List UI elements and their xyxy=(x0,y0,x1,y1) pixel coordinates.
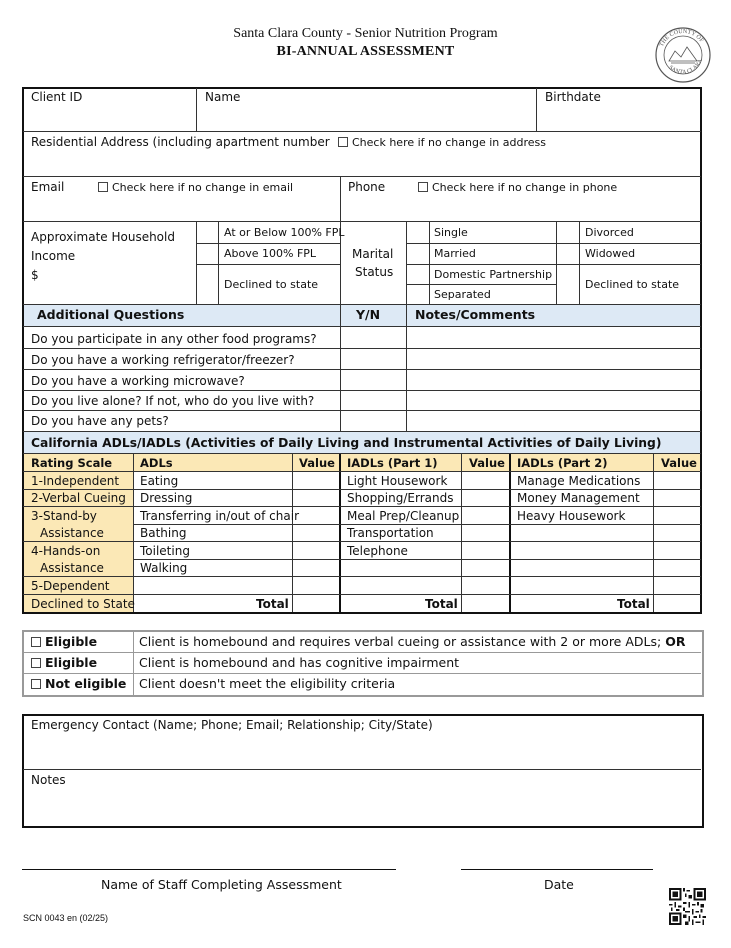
income-label-line2: Income xyxy=(31,249,76,263)
checkbox-icon[interactable] xyxy=(98,182,108,192)
svg-text:SANTA CLARA: SANTA CLARA xyxy=(667,58,705,76)
qr-code-icon xyxy=(669,888,706,925)
adl-item: Transferring in/out of chair xyxy=(140,509,299,523)
checkbox-icon[interactable] xyxy=(338,137,348,147)
phone-label: Phone xyxy=(348,180,386,194)
marital-option: Divorced xyxy=(585,226,634,239)
adl-item: Walking xyxy=(140,561,188,575)
checkbox-icon[interactable] xyxy=(31,637,41,647)
staff-name-label: Name of Staff Completing Assessment xyxy=(101,877,342,892)
checkbox-icon[interactable] xyxy=(31,679,41,689)
adl-item: Toileting xyxy=(140,544,190,558)
birthdate-label: Birthdate xyxy=(545,90,601,104)
eligibility-criteria-text: Client is homebound and requires verbal cueing or assistance with 2 or more ADLs; OR xyxy=(139,634,686,649)
marital-option: Domestic Partnership xyxy=(434,268,553,281)
income-option: At or Below 100% FPL xyxy=(224,226,345,239)
email-label: Email xyxy=(31,180,65,194)
form-title: BI-ANNUAL ASSESSMENT xyxy=(276,44,455,59)
adl-header-value: Value xyxy=(299,456,335,470)
adl-item: Eating xyxy=(140,474,179,488)
rating-scale-item: 5-Dependent xyxy=(31,579,110,593)
iadl2-item: Manage Medications xyxy=(517,474,641,488)
rating-scale-item: 2-Verbal Cueing xyxy=(31,491,126,505)
eligibility-option-checkbox[interactable]: Eligible xyxy=(31,656,97,670)
iadl2-item: Money Management xyxy=(517,491,640,505)
rating-scale-item: 3-Stand-by xyxy=(31,509,97,523)
question-item: Do you have any pets? xyxy=(31,414,169,428)
yn-header: Y/N xyxy=(356,307,381,322)
iadl1-item: Light Housework xyxy=(347,474,448,488)
emergency-contact-label: Emergency Contact (Name; Phone; Email; Relationship; City/State) xyxy=(31,718,433,732)
adl-item: Bathing xyxy=(140,526,187,540)
question-item: Do you have a working microwave? xyxy=(31,374,245,388)
program-title: Santa Clara County - Senior Nutrition Program xyxy=(233,26,498,41)
date-label: Date xyxy=(544,877,574,892)
marital-label-line1: Marital xyxy=(352,247,394,261)
iadl1-item: Meal Prep/Cleanup xyxy=(347,509,460,523)
address-no-change-checkbox[interactable]: Check here if no change in address xyxy=(338,136,546,149)
rating-scale-item: 1-Independent xyxy=(31,474,120,488)
marital-option: Separated xyxy=(434,288,491,301)
adl-total-label: Total xyxy=(256,597,289,611)
iadl1-item: Shopping/Errands xyxy=(347,491,454,505)
additional-questions-header: Additional Questions xyxy=(37,307,185,322)
eligibility-criteria-text: Client is homebound and has cognitive impairment xyxy=(139,655,460,670)
question-item: Do you live alone? If not, who do you live with? xyxy=(31,394,315,408)
rating-scale-item: Assistance xyxy=(40,526,104,540)
name-label: Name xyxy=(205,90,241,104)
adl-header-value: Value xyxy=(661,456,697,470)
checkbox-icon[interactable] xyxy=(418,182,428,192)
staff-signature-line[interactable] xyxy=(22,869,396,870)
rating-scale-item: Declined to State xyxy=(31,597,135,611)
phone-no-change-checkbox[interactable]: Check here if no change in phone xyxy=(418,181,617,194)
marital-label-line2: Status xyxy=(355,265,394,279)
marital-option: Married xyxy=(434,247,476,260)
notes-label: Notes xyxy=(31,773,66,787)
adl-header-iadls2: IADLs (Part 2) xyxy=(517,456,608,470)
marital-option: Single xyxy=(434,226,468,239)
adl-header-rating-scale: Rating Scale xyxy=(31,456,113,470)
iadl1-item: Telephone xyxy=(347,544,408,558)
marital-option: Widowed xyxy=(585,247,636,260)
adl-item: Dressing xyxy=(140,491,193,505)
adl-header-value: Value xyxy=(469,456,505,470)
iadl1-total-label: Total xyxy=(425,597,458,611)
question-item: Do you participate in any other food programs? xyxy=(31,332,317,346)
question-item: Do you have a working refrigerator/freezer? xyxy=(31,353,295,367)
adl-header-iadls1: IADLs (Part 1) xyxy=(347,456,438,470)
eligibility-criteria-text: Client doesn't meet the eligibility criteria xyxy=(139,676,396,691)
income-option: Declined to state xyxy=(224,278,319,291)
adl-header-adls: ADLs xyxy=(140,456,173,470)
iadl1-item: Transportation xyxy=(347,526,434,540)
marital-option: Declined to state xyxy=(585,278,680,291)
income-currency: $ xyxy=(31,268,39,282)
address-label: Residential Address (including apartment number xyxy=(31,135,330,149)
county-seal-logo xyxy=(655,27,711,83)
iadl2-item: Heavy Housework xyxy=(517,509,626,523)
notes-comments-header: Notes/Comments xyxy=(415,307,536,322)
income-label-line1: Approximate Household xyxy=(31,230,175,244)
iadl2-total-label: Total xyxy=(617,597,650,611)
form-code: SCN 0043 en (02/25) xyxy=(23,913,109,923)
income-option: Above 100% FPL xyxy=(224,247,317,260)
eligibility-option-checkbox[interactable]: Not eligible xyxy=(31,677,126,691)
client-id-label: Client ID xyxy=(31,90,83,104)
date-signature-line[interactable] xyxy=(461,869,653,870)
rating-scale-item: Assistance xyxy=(40,561,104,575)
adl-title: California ADLs/IADLs (Activities of Daily Living and Instrumental Activities of Daily Living) xyxy=(31,436,662,450)
checkbox-icon[interactable] xyxy=(31,658,41,668)
svg-text:THE COUNTY OF: THE COUNTY OF xyxy=(658,28,705,48)
email-no-change-checkbox[interactable]: Check here if no change in email xyxy=(98,181,293,194)
eligibility-option-checkbox[interactable]: Eligible xyxy=(31,635,97,649)
rating-scale-item: 4-Hands-on xyxy=(31,544,101,558)
